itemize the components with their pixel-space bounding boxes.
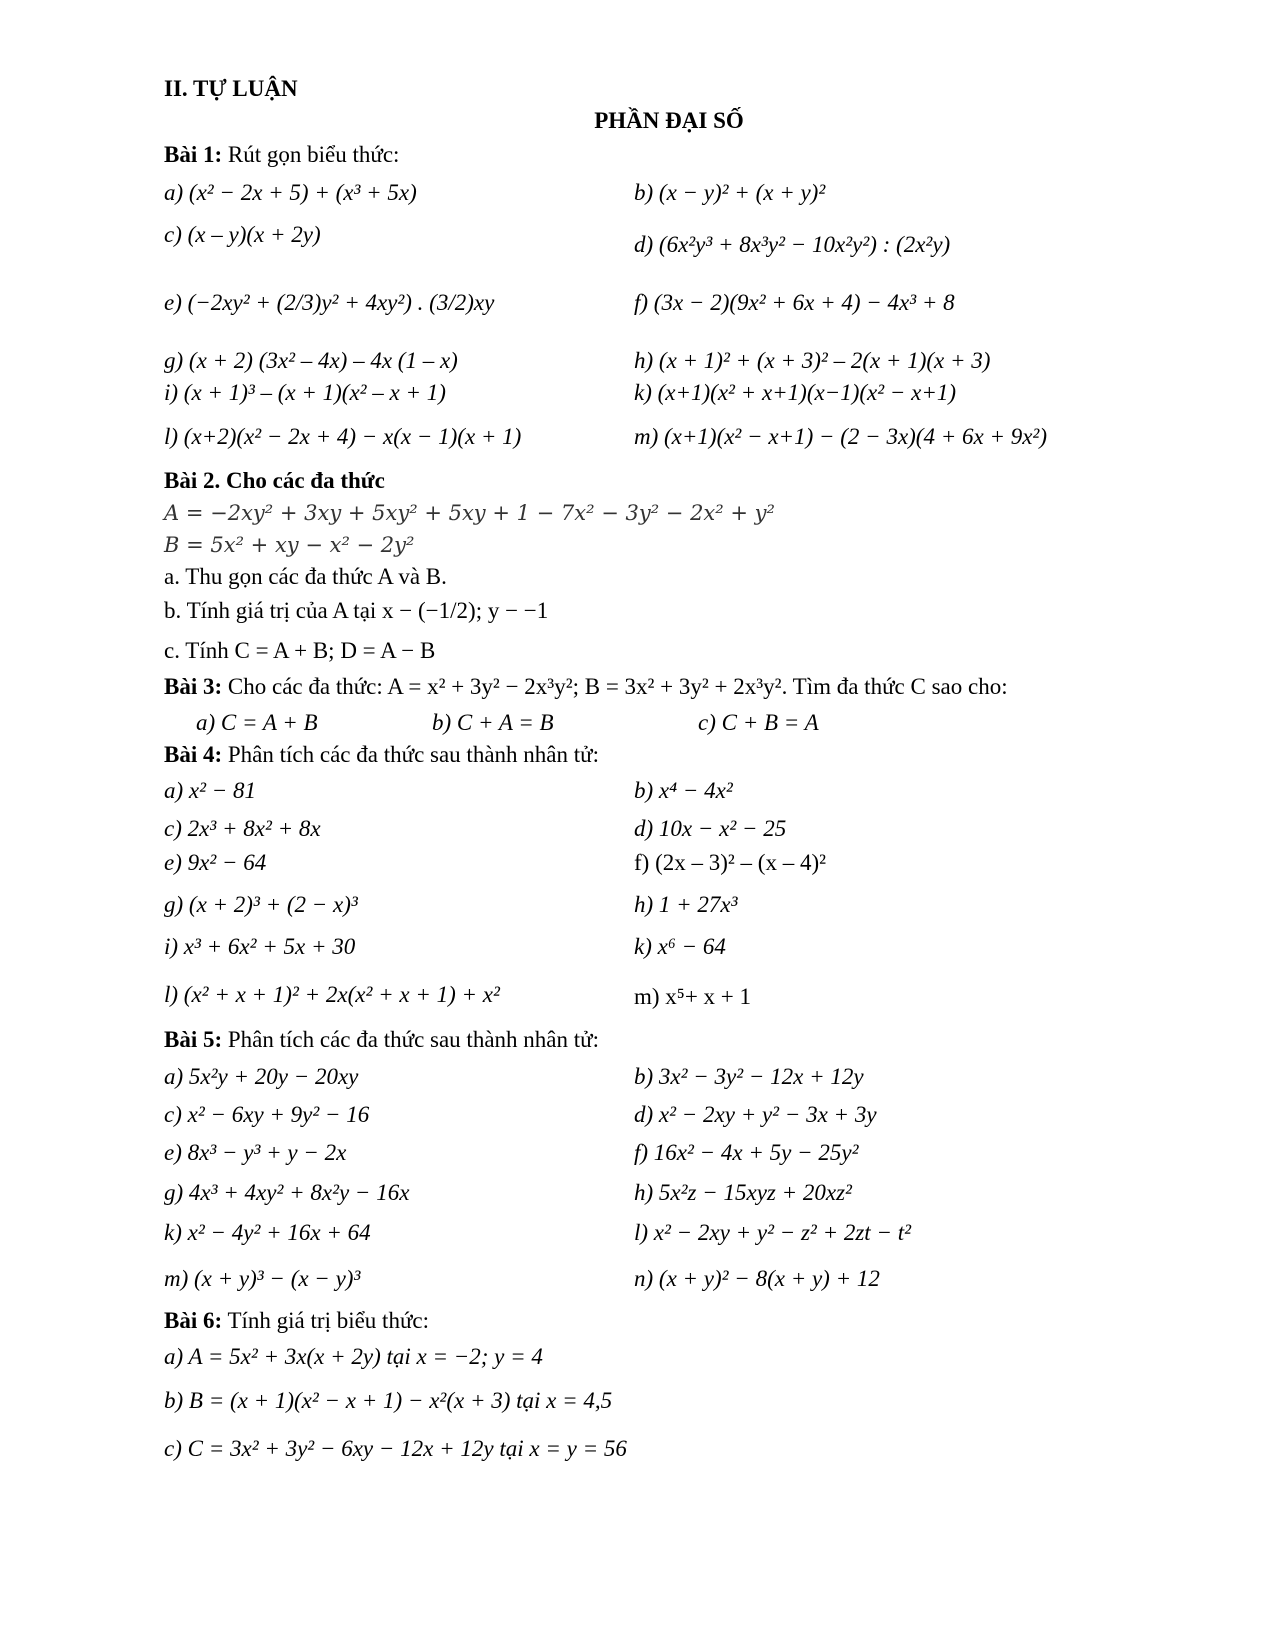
bai2-poly-b: B = 5x² + xy − x² − 2y² bbox=[164, 533, 415, 557]
bai1-item-e: e) (−2xy² + (2/3)y² + 4xy²) . (3/2)xy bbox=[164, 290, 495, 315]
bai2-part-a: a. Thu gọn các đa thức A và B. bbox=[164, 564, 447, 589]
bai4-item-b: b) x⁴ − 4x² bbox=[634, 778, 733, 803]
bai4-item-c: c) 2x³ + 8x² + 8x bbox=[164, 816, 321, 841]
bai5-heading bbox=[164, 1025, 599, 1055]
bai5-item-k: k) x² − 4y² + 16x + 64 bbox=[164, 1220, 371, 1245]
bai4-title: Bài 4: bbox=[164, 742, 223, 767]
bai3-heading bbox=[164, 672, 1008, 702]
bai1-item-g: g) (x + 2) (3x² – 4x) – 4x (1 – x) bbox=[164, 348, 458, 373]
bai3-desc: Cho các đa thức: A = x² + 3y² − 2x³y²; B = 3x² + 3y² + 2x³y². Tìm đa thức C sao cho: bbox=[222, 674, 1008, 699]
bai5-item-e: e) 8x³ − y³ + y − 2x bbox=[164, 1140, 347, 1165]
bai5-item-m: m) (x + y)³ − (x − y)³ bbox=[164, 1266, 361, 1291]
bai5-title: Bài 5: bbox=[164, 1027, 223, 1052]
bai5-item-d: d) x² − 2xy + y² − 3x + 3y bbox=[634, 1102, 877, 1127]
bai1-item-a: a) (x² − 2x + 5) + (x³ + 5x) bbox=[164, 180, 417, 205]
bai4-item-k: k) x⁶ − 64 bbox=[634, 934, 726, 959]
bai4-desc: Phân tích các đa thức sau thành nhân tử: bbox=[222, 742, 599, 767]
bai1-item-f: f) (3x − 2)(9x² + 6x + 4) − 4x³ + 8 bbox=[634, 290, 955, 315]
bai2-part-b: b. Tính giá trị của A tại x − (−1/2); y − −1 bbox=[164, 598, 549, 623]
bai3-part-c: c) C + B = A bbox=[698, 710, 819, 735]
bai5-item-a: a) 5x²y + 20y − 20xy bbox=[164, 1064, 359, 1089]
part-heading: PHẦN ĐẠI SỐ bbox=[594, 108, 744, 133]
bai4-item-f: f) (2x – 3)² – (x – 4)² bbox=[634, 850, 826, 875]
bai6-desc: Tính giá trị biểu thức: bbox=[222, 1308, 430, 1333]
bai3-part-a: a) C = A + B bbox=[196, 710, 318, 735]
bai5-item-g: g) 4x³ + 4xy² + 8x²y − 16x bbox=[164, 1180, 410, 1205]
bai4-item-m: m) x⁵+ x + 1 bbox=[634, 984, 752, 1009]
bai1-item-c: c) (x – y)(x + 2y) bbox=[164, 222, 321, 247]
bai2-poly-a: A = −2xy² + 3xy + 5xy² + 5xy + 1 − 7x² − 3y² − 2x² + y² bbox=[164, 501, 775, 525]
bai5-item-l: l) x² − 2xy + y² − z² + 2zt − t² bbox=[634, 1220, 911, 1245]
bai1-item-h: h) (x + 1)² + (x + 3)² – 2(x + 1)(x + 3) bbox=[634, 348, 991, 373]
bai4-item-d: d) 10x − x² − 25 bbox=[634, 816, 787, 841]
bai3-part-b: b) C + A = B bbox=[432, 710, 554, 735]
bai2-title: Bài 2. Cho các đa thức bbox=[164, 468, 385, 493]
bai4-item-a: a) x² − 81 bbox=[164, 778, 257, 803]
bai5-desc: Phân tích các đa thức sau thành nhân tử: bbox=[222, 1027, 599, 1052]
bai3-title: Bài 3: bbox=[164, 674, 223, 699]
bai2-part-c: c. Tính C = A + B; D = A − B bbox=[164, 638, 436, 663]
bai1-title: Bài 1: bbox=[164, 142, 223, 167]
bai5-item-c: c) x² − 6xy + 9y² − 16 bbox=[164, 1102, 370, 1127]
bai6-item-c: c) C = 3x² + 3y² − 6xy − 12x + 12y tại x = y = 56 bbox=[164, 1436, 627, 1461]
bai5-item-f: f) 16x² − 4x + 5y − 25y² bbox=[634, 1140, 859, 1165]
bai1-item-b: b) (x − y)² + (x + y)² bbox=[634, 180, 826, 205]
bai1-item-k: k) (x+1)(x² + x+1)(x−1)(x² − x+1) bbox=[634, 380, 957, 405]
bai1-heading bbox=[164, 140, 399, 170]
bai4-item-i: i) x³ + 6x² + 5x + 30 bbox=[164, 934, 356, 959]
bai1-item-m: m) (x+1)(x² − x+1) − (2 − 3x)(4 + 6x + 9x²) bbox=[634, 424, 1047, 449]
bai4-item-h: h) 1 + 27x³ bbox=[634, 892, 738, 917]
bai1-item-l: l) (x+2)(x² − 2x + 4) − x(x − 1)(x + 1) bbox=[164, 424, 522, 449]
bai6-item-b: b) B = (x + 1)(x² − x + 1) − x²(x + 3) tại x = 4,5 bbox=[164, 1388, 613, 1413]
bai4-item-l: l) (x² + x + 1)² + 2x(x² + x + 1) + x² bbox=[164, 982, 500, 1007]
bai4-heading bbox=[164, 740, 599, 770]
bai5-item-b: b) 3x² − 3y² − 12x + 12y bbox=[634, 1064, 864, 1089]
bai1-item-d: d) (6x²y³ + 8x³y² − 10x²y²) : (2x²y) bbox=[634, 232, 951, 257]
section-heading: II. TỰ LUẬN bbox=[164, 76, 298, 101]
bai6-item-a: a) A = 5x² + 3x(x + 2y) tại x = −2; y = 4 bbox=[164, 1344, 543, 1369]
bai1-item-i: i) (x + 1)³ – (x + 1)(x² – x + 1) bbox=[164, 380, 446, 405]
bai5-item-h: h) 5x²z − 15xyz + 20xz² bbox=[634, 1180, 852, 1205]
bai4-item-g: g) (x + 2)³ + (2 − x)³ bbox=[164, 892, 358, 917]
bai5-item-n: n) (x + y)² − 8(x + y) + 12 bbox=[634, 1266, 880, 1291]
bai6-title: Bài 6: bbox=[164, 1308, 223, 1333]
bai1-desc: Rút gọn biểu thức: bbox=[222, 142, 400, 167]
bai6-heading bbox=[164, 1306, 429, 1336]
bai4-item-e: e) 9x² − 64 bbox=[164, 850, 267, 875]
